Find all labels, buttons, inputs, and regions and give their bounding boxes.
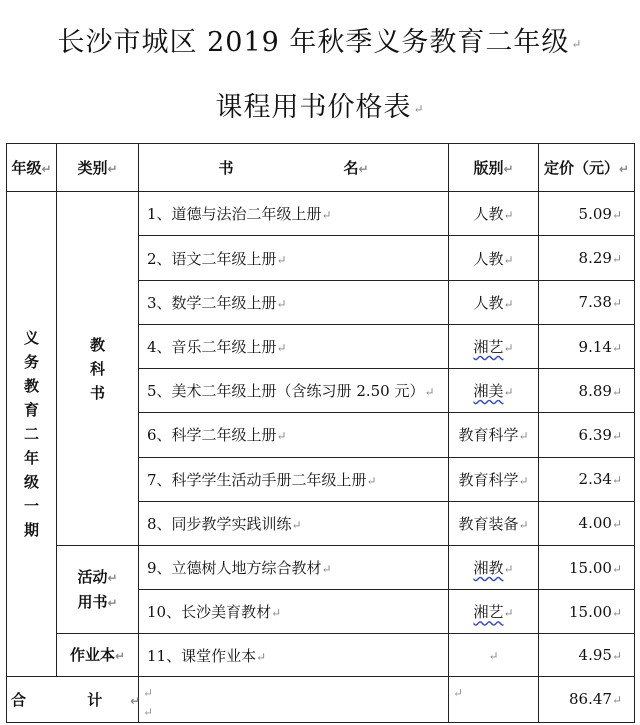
paragraph-mark: ↵: [413, 101, 425, 116]
total-label: 合 计↵: [7, 676, 139, 722]
book-name: 1、道德与法治二年级上册↵: [139, 192, 449, 236]
header-row: [7, 144, 635, 192]
header-grade: 年级↵: [7, 144, 57, 192]
book-name: 6、科学二年级上册↵: [139, 413, 449, 457]
edition: 湘美↵: [449, 369, 539, 413]
price: 8.29↵: [539, 236, 635, 280]
edition: 教育科学↵: [449, 457, 539, 501]
table-row: [7, 192, 635, 236]
header-book-name-char1: 书: [218, 159, 234, 178]
price: 15.00↵: [539, 546, 635, 590]
price: 15.00↵: [539, 590, 635, 634]
grade-cell: 义 务 教 育 二 年 级 一 期: [7, 192, 57, 676]
total-value: 86.47↵: [539, 676, 635, 722]
edition: 人教↵: [449, 236, 539, 280]
total-empty-cell: ↵ ↵: [139, 676, 449, 722]
title-line-2-text: 课程用书价格表: [215, 92, 412, 123]
title-line-2: [0, 85, 640, 124]
header-price: 定价（元）↵: [539, 144, 635, 192]
book-name: 10、长沙美育教材↵: [139, 590, 449, 634]
book-name: 2、语文二年级上册↵: [139, 236, 449, 280]
book-name: 5、美术二年级上册（含练习册 2.50 元）↵: [139, 369, 449, 413]
edition: 湘教↵: [449, 546, 539, 590]
title-line-1: [0, 20, 640, 59]
price: 7.38↵: [539, 280, 635, 324]
price: 2.34↵: [539, 457, 635, 501]
price-table: [6, 143, 635, 723]
category-homework: 作业本↵: [57, 634, 139, 676]
edition: 人教↵: [449, 280, 539, 324]
price: 4.95↵: [539, 634, 635, 676]
category-activity: 活动↵ 用书↵: [57, 546, 139, 634]
header-book-name-char2: 名: [343, 159, 359, 178]
book-name: 8、同步教学实践训练↵: [139, 501, 449, 545]
price: 9.14↵: [539, 324, 635, 368]
title-line-1-text: 长沙市城区 2019 年秋季义务教育二年级: [57, 27, 570, 58]
book-name: 11、课堂作业本↵: [139, 634, 449, 676]
book-name: 3、数学二年级上册↵: [139, 280, 449, 324]
price: 8.89↵: [539, 369, 635, 413]
edition: 湘艺↵: [449, 590, 539, 634]
edition: ↵: [449, 634, 539, 676]
paragraph-mark: ↵: [571, 36, 583, 51]
category-textbook: 教 科 书: [57, 192, 139, 546]
book-name: 7、科学学生活动手册二年级上册↵: [139, 457, 449, 501]
total-edition-empty: ↵: [449, 676, 539, 722]
header-book-name: 书 名↵: [139, 144, 449, 192]
price: 5.09↵: [539, 192, 635, 236]
edition: 教育装备↵: [449, 501, 539, 545]
book-name: 4、音乐二年级上册↵: [139, 324, 449, 368]
table-row: [7, 634, 635, 676]
price: 6.39↵: [539, 413, 635, 457]
price: 4.00↵: [539, 501, 635, 545]
header-edition: 版别↵: [449, 144, 539, 192]
table-row: [7, 546, 635, 590]
header-category: 类别↵: [57, 144, 139, 192]
edition: 人教↵: [449, 192, 539, 236]
total-row: [7, 676, 635, 722]
edition: 湘艺↵: [449, 324, 539, 368]
book-name: 9、立德树人地方综合教材↵: [139, 546, 449, 590]
edition: 教育科学↵: [449, 413, 539, 457]
